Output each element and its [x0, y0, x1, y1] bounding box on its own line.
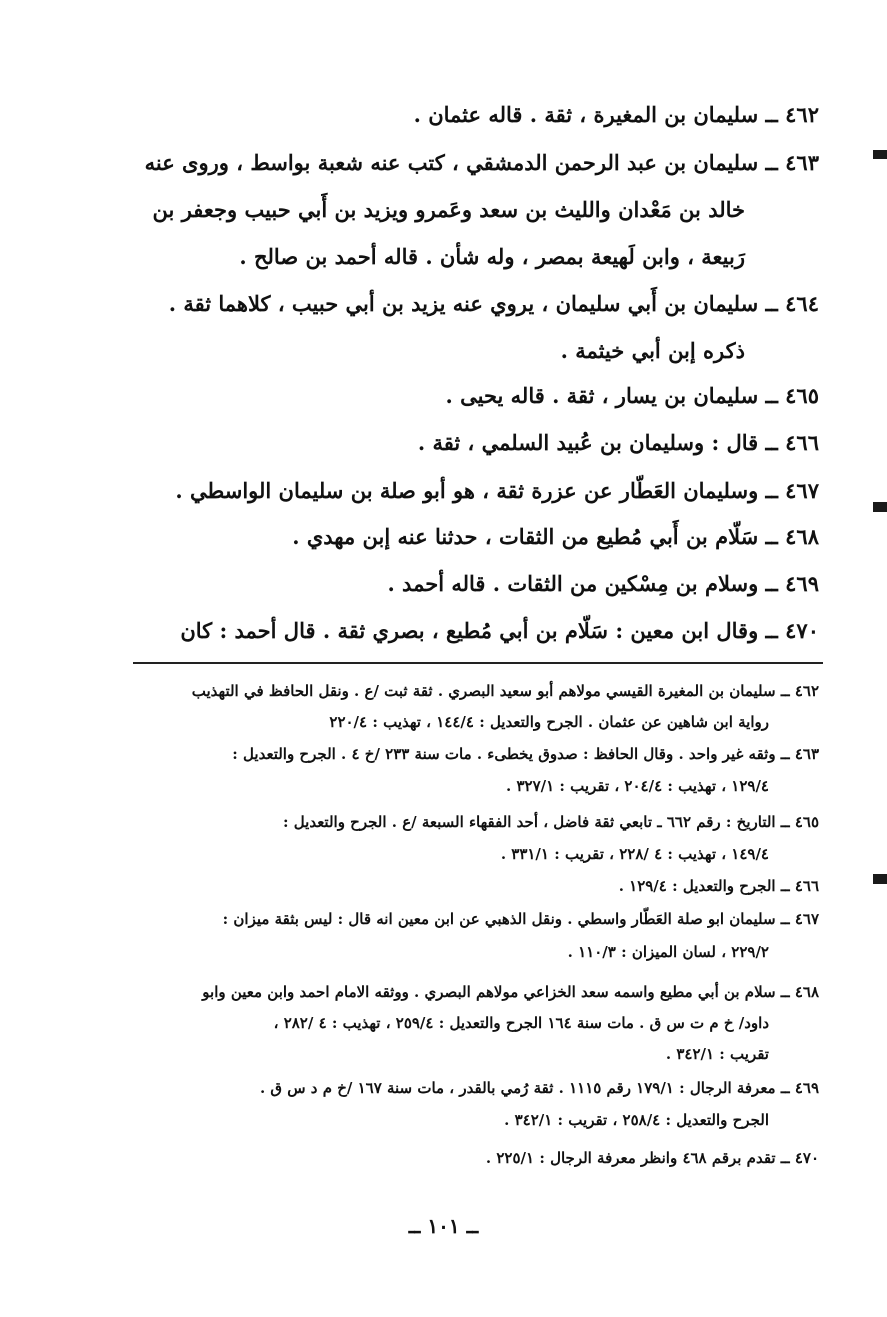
entry-470-line: ٤٧٠ ــ وقال ابن معين : سَلّام بن أبي مُطيع ، بصري ثقة . قال أحمد : كان — [180, 618, 819, 643]
footnote-467-line: ٢٢٩/٢ ، لسان الميزان : ١١٠/٣ . — [567, 943, 769, 961]
entry-464-line: ٤٦٤ ــ سليمان بن أَبي سليمان ، يروي عنه يزيد بن أبي حبيب ، كلاهما ثقة . — [168, 291, 819, 316]
footnote-462-line: رواية ابن شاهين عن عثمان . الجرح والتعديل : ١٤٤/٤ ، تهذيب : ٢٢٠/٤ — [329, 713, 769, 731]
entry-466-line: ٤٦٦ ــ قال : وسليمان بن عُبيد السلمي ، ثقة . — [417, 430, 819, 455]
entry-464-line: ذكره إبن أبي خيثمة . — [560, 338, 745, 363]
footnote-468-line: داود/ خ م ت س ق . مات سنة ١٦٤ الجرح والتعديل : ٢٥٩/٤ ، تهذيب : ٤ /٢٨٢ ، — [273, 1014, 769, 1032]
entry-463-line: خالد بن مَعْدان والليث بن سعد وعَمرو ويزيد بن أَبي حبيب وجعفر بن — [152, 197, 745, 222]
footnote-469-line: الجرح والتعديل : ٢٥٨/٤ ، تقريب : ٣٤٢/١ . — [504, 1111, 769, 1129]
footnote-468-line: ٤٦٨ ــ سلام بن أبي مطيع واسمه سعد الخزاعي مولاهم البصري . ووثقه الامام احمد وابن معين وابو — [202, 983, 819, 1001]
footnote-463-line: ١٢٩/٤ ، تهذيب : ٢٠٤/٤ ، تقريب : ٣٢٧/١ . — [506, 777, 769, 795]
entry-465-line: ٤٦٥ ــ سليمان بن يسار ، ثقة . قاله يحيى . — [445, 383, 819, 408]
scan-mark — [873, 150, 887, 159]
entry-469-line: ٤٦٩ ــ وسلام بن مِسْكين من الثقات . قاله أحمد . — [387, 571, 819, 596]
entry-467-line: ٤٦٧ ــ وسليمان العَطّار عن عزرة ثقة ، هو أبو صلة بن سليمان الواسطي . — [175, 478, 819, 503]
footnote-465-line: ٤٦٥ ــ التاريخ : رقم ٦٦٢ ـ تابعي ثقة فاضل ، أحد الفقهاء السبعة /ع . الجرح والتعديل : — [283, 813, 819, 831]
footnote-divider — [133, 662, 823, 664]
entry-463-line: ٤٦٣ ــ سليمان بن عبد الرحمن الدمشقي ، كتب عنه شعبة بواسط ، وروى عنه — [144, 150, 819, 175]
footnote-467-line: ٤٦٧ ــ سليمان ابو صلة العَطّار واسطي . ونقل الذهبي عن ابن معين انه قال : ليس بثقة ميزان : — [222, 910, 819, 928]
footnote-470-line: ٤٧٠ ــ تقدم برقم ٤٦٨ وانظر معرفة الرجال : ٢٢٥/١ . — [485, 1149, 819, 1167]
footnote-469-line: ٤٦٩ ــ معرفة الرجال : ١٧٩/١ رقم ١١١٥ . ثقة رُمي بالقدر ، مات سنة ١٦٧ /خ م د س ق . — [259, 1079, 819, 1097]
footnote-468-line: تقريب : ٣٤٢/١ . — [665, 1045, 769, 1063]
entry-462-line: ٤٦٢ ــ سليمان بن المغيرة ، ثقة . قاله عثمان . — [413, 102, 819, 127]
footnote-463-line: ٤٦٣ ــ وثقه غير واحد . وقال الحافظ : صدوق يخطىء . مات سنة ٢٣٣ /خ ٤ . الجرح والتعديل : — [232, 745, 819, 763]
entry-463-line: رَبيعة ، وابن لَهيعة بمصر ، وله شأن . قاله أحمد بن صالح . — [239, 244, 745, 269]
footnote-462-line: ٤٦٢ ــ سليمان بن المغيرة القيسي مولاهم أبو سعيد البصري . ثقة ثبت /ع . ونقل الحافظ في التهذيب — [191, 682, 819, 700]
scan-mark — [873, 874, 887, 884]
footnote-465-line: ١٤٩/٤ ، تهذيب : ٤ /٢٢٨ ، تقريب : ٣٣١/١ . — [500, 845, 769, 863]
scan-mark — [873, 502, 887, 512]
entry-468-line: ٤٦٨ ــ سَلّام بن أَبي مُطيع من الثقات ، حدثنا عنه إبن مهدي . — [292, 524, 819, 549]
page-number: ــ ١٠١ ــ — [408, 1214, 479, 1238]
footnote-466-line: ٤٦٦ ــ الجرح والتعديل : ١٢٩/٤ . — [618, 877, 819, 895]
